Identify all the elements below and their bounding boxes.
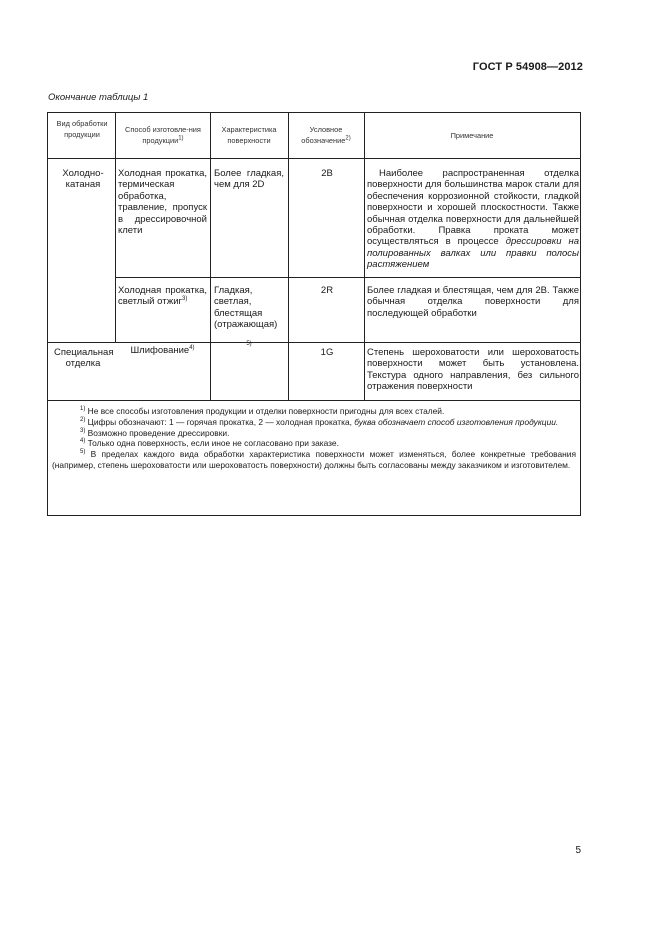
row3-note: Степень шероховатости или шероховатость поверхности может быть установлена. Текстура одного направления, без сильного отражения поверхности [367,347,579,393]
row1-type: Холодно-катаная [62,168,104,191]
footnote-1: $^{1)}$ Не все способы изготовления продукции и отделки поверхности пригодны для всех сталей. [80,406,445,416]
row1-designation: 2B [321,168,333,179]
header-divider [48,158,580,159]
header-type: Вид обработки продукции [56,119,108,140]
col-divider [364,113,365,400]
table-1-continuation [47,112,581,516]
footnote-divider [48,400,580,401]
row2-note: Более гладкая и блестящая, чем для 2B. Также обычная отделка поверхности для последующей обработки [367,285,579,319]
header-note: Примечание [450,131,494,140]
table-footnotes [52,406,576,471]
row1-note: Наиболее распространенная отделка поверхности для большинства марок стали для обеспечения коррозионной стойкости, гладкой поверхности и хорошей плоскостности. Также обычная отделка поверхности для дальнейшей обработки. Правка проката может осуществляться в процессе дрессировки на полированных валках или правки полосы растяжением [367,168,579,271]
row2-surface: Гладкая, светлая, блестящая (отражающая) [214,285,278,331]
col-divider [115,113,116,342]
row1-surface: Более гладкая, чем для 2D [214,168,284,191]
page-number: 5 [575,845,581,856]
col-divider [210,113,211,400]
footnote-2: $^{2)}$ Цифры обозначают: 1 — горячая прокатка, 2 — холодная прокатка, буква обозначает способ изготовления продукции. [80,416,559,427]
footnote-3: $^{3)}$ Возможно проведение дрессировки. [80,427,230,438]
footnote-4: $^{4)}$ Только одна поверхность, если иное не согласовано при заказе. [80,438,339,449]
row2-method: Холодная прокатка, светлый отжиг$^{3)}$ [118,285,207,308]
row3-designation: 1G [320,347,334,358]
document-header: ГОСТ Р 54908—2012 [472,61,583,73]
row3-method: Шлифование$^{4)}$ [130,344,195,356]
col-divider [288,113,289,400]
footnote-5: $^{5)}$ В пределах каждого вида обработки характеристика поверхности может изменяться, более конкретные требования (например, степень шероховатости или шероховатость поверхности) должны быть согласованы между заказчиком и изготовителем. [52,449,577,470]
header-surface: Характеристика поверхности [221,125,277,146]
row3-surface: 5) [246,340,252,347]
header-method: Способ изготовле-ния продукции$^{1)}$ [125,125,201,146]
row1-method: Холодная прокатка, термическая обработка, травление, пропуск в дрессировочной клети [118,168,207,237]
row-divider [48,342,580,343]
row3-type: Специальная отделка [54,347,114,370]
row-divider [115,277,580,278]
table-caption: Окончание таблицы 1 [48,92,149,103]
header-designation: Условное обозначение$^{2)}$ [301,125,351,146]
row2-designation: 2R [320,285,334,296]
